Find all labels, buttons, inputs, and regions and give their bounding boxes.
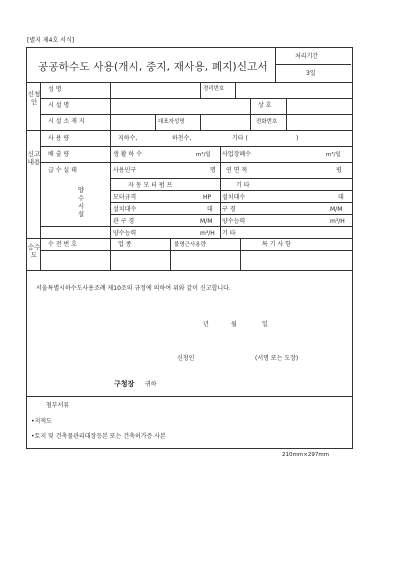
pump-row-1-a-unit: HP (203, 194, 212, 201)
rep-name-label: 대표자성명 (158, 119, 185, 125)
pump-header-other: 기 타 (236, 182, 250, 189)
usage-close-paren: ) (296, 135, 299, 142)
name-label: 성 명 (48, 86, 62, 93)
paper-size: 210mm×297mm (282, 452, 330, 458)
discharge-unit2: m³/일 (326, 152, 341, 158)
processing-label: 처리기간 (295, 53, 319, 60)
applicant-sign-label: 신청인 (177, 355, 195, 362)
prev-usage-label: 불명근사용량 (174, 242, 206, 248)
usage-other: 기타 ( (232, 135, 248, 142)
pump-row-2-a-unit: 대 (207, 206, 213, 213)
form-number: [별지 제4호 서식] (27, 37, 75, 44)
pump-row-3-a: 관 구 경 (113, 218, 135, 225)
declaration-text: 서울특별시하수도사용조례 제10조의 규정에 의하여 위와 같이 신고합니다. (36, 285, 231, 292)
pump-row-3-b-unit: m³/H (330, 218, 345, 225)
water-users-unit: 명 (210, 167, 216, 174)
trade-label: 상 호 (258, 102, 272, 109)
pump-row-4-a: 양수능력 (113, 230, 137, 237)
recipient: 구청장 (114, 380, 135, 388)
usage-river: 하천수, (172, 135, 192, 142)
water-label: 급 수 실 태 (48, 167, 77, 174)
date-year: 년 (203, 321, 209, 328)
pump-row-4-a-unit: m³/H (200, 230, 215, 237)
pump-header: 자 동 모 터 펌 프 (128, 182, 173, 189)
attachments-label: 첨부서류 (46, 402, 70, 409)
pump-row-4-b: 기 타 (222, 230, 236, 237)
discharge-plant-label: 사업장폐수 (222, 151, 251, 158)
attachment-item-2: •토지 및 건축물관리대장등본 또는 건축허가증 사본 (31, 433, 166, 440)
sign-note: (서명 또는 도장) (255, 355, 299, 362)
attachment-item-1: •지적도 (31, 418, 52, 425)
pump-row-3-b: 양수능력 (222, 218, 246, 225)
business-no-label: 경리번호 (203, 86, 225, 92)
pump-row-3-a-unit: M/M (200, 218, 213, 225)
water-users-label: 사용인구 (113, 167, 137, 174)
pump-row-1-b: 설치대수 (222, 194, 246, 201)
pump-row-1-b-unit: 대 (338, 194, 344, 201)
processing-value: 3일 (306, 70, 316, 77)
applicant-side-label: 신청인 (27, 90, 41, 107)
usage-label: 사 용 량 (48, 135, 70, 142)
transfer-side-label: 승수도 (27, 243, 41, 260)
address-label: 시 설 소 재 지 (48, 118, 85, 125)
discharge-daily-label: 생 활 하 수 (113, 151, 142, 158)
pump-row-2-b-unit: M/M (330, 206, 343, 213)
pump-row-1-a: 모터규격 (113, 194, 137, 201)
usage-groundwater: 지하수, (118, 135, 138, 142)
content-side-label: 신고내용 (27, 150, 41, 167)
recipient-suffix: 귀하 (145, 381, 157, 388)
pump-group-label: 양수시설 (77, 186, 85, 219)
facility-label: 시 설 명 (48, 102, 70, 109)
date-day: 일 (262, 321, 268, 328)
meter-no-label: 수 전 번 호 (48, 241, 77, 248)
discharge-label: 배 출 량 (48, 151, 70, 158)
business-type-label: 업 종 (118, 241, 132, 248)
water-area-unit: 평 (336, 167, 342, 174)
water-area-label: 연 면 적 (226, 167, 248, 174)
remarks-label: 특 기 사 항 (262, 241, 291, 248)
date-month: 월 (231, 321, 237, 328)
form-title: 공공하수도 사용(개시, 중지, 재사용, 폐지)신고서 (38, 61, 268, 73)
phone-label: 전화번호 (256, 119, 278, 125)
pump-row-2-b: 구 경 (222, 206, 236, 213)
discharge-unit: m³/일 (196, 152, 211, 158)
pump-row-2-a: 설치대수 (113, 206, 137, 213)
